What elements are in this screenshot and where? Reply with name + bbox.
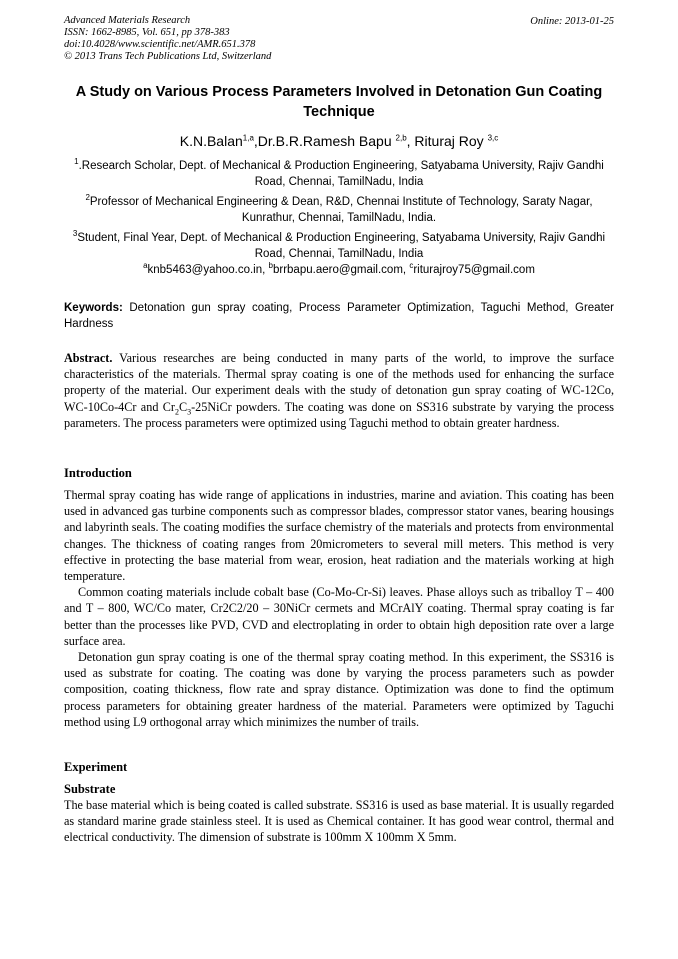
abstract-label: Abstract. [64,351,113,365]
affiliation-3-text: Student, Final Year, Dept. of Mechanical & Production Engineering, Satyabama University, Rajiv Gandhi Road, Chennai, TamilNadu, India [77,232,606,260]
keywords [64,301,614,332]
experiment-heading: Experiment [64,760,128,774]
author-3: , Rituraj Roy [406,133,488,149]
abstract-text-2: C [178,399,188,414]
introduction-paragraph-2: Common coating materials include cobalt base (Co-Mo-Cr-Si) leaves. Phase alloys such as triballoy T – 400 and T – 800, WC/Co mater, Cr2C2/20 – 30NiCr cermets and MCrAlY coating. Thermal spray coating is far better than the processes like PVD, CVD and electroplating in order to obtain high deposition rate over a large surface area. [64,585,614,648]
abstract-text-3: -25NiCr powders. The coating was done on SS316 substrate by varying the process parameters. The process parameters were optimized using Taguchi method to obtain greater hardness. [64,399,614,430]
keywords-text: Detonation gun spray coating, Process Parameter Optimization, Taguchi Method, Greater Hardness [64,302,614,330]
affiliation-1-text: .Research Scholar, Dept. of Mechanical & Production Engineering, Satyabama University, Rajiv Gandhi Road, Chennai, TamilNadu, India [78,160,604,188]
copyright-line: © 2013 Trans Tech Publications Ltd, Switzerland [64,51,272,62]
abstract-text-1: Various researches are being conducted in many parts of the world, to improve the surface characteristics of the materials. Thermal spray coating is one of the methods used for enhancing the surface property of the material. Our experiment deals with the study of detonation gun spray coating of WC-12Co, WC-10Co-4Cr and Cr [64,351,614,414]
author-1: K.N.Balan [179,133,243,149]
abstract-sub-2: 3 [187,407,192,417]
email-c-sup: c [409,261,414,271]
affiliation-2-sup: 2 [85,193,90,203]
email-line [64,261,614,276]
author-2-sup: 2,b [395,133,407,143]
online-date: Online: 2013-01-25 [530,16,614,27]
abstract-sub-1: 2 [174,407,179,417]
email-b-sup: b [268,261,273,271]
author-1-sup: 1,a [242,133,254,143]
affiliation-3 [64,230,614,262]
keywords-label: Keywords: [64,302,123,314]
email-a[interactable]: knb5463@yahoo.co.in, [147,264,269,276]
email-a-sup: a [143,261,148,271]
paper-title: A Study on Various Process Parameters Involved in Detonation Gun Coating Technique [75,84,603,120]
email-c[interactable]: riturajroy75@gmail.com [413,264,535,276]
affiliation-3-sup: 3 [72,229,78,239]
substrate-heading: Substrate [64,782,116,796]
author-3-sup: 3,c [487,133,499,143]
abstract [64,350,614,431]
email-b[interactable]: brrbapu.aero@gmail.com, [272,264,410,276]
introduction-paragraph-3: Detonation gun spray coating is one of the thermal spray coating method. In this experiment, the SS316 is used as substrate for coating. The coating was done by varying the process parameters such as powder composition, coating thickness, flow rate and spray distance. Optimization was done to find the optimum process parameters for obtaining greater hardness of the material. Parameters were optimized by Taguchi method using L9 orthogonal array which minimizes the number of trails. [64,650,614,729]
affiliation-2-text: Professor of Mechanical Engineering & Dean, R&D, Chennai Institute of Technology, Saraty Nagar, Kunrathur, Chennai, TamilNadu, India. [89,196,593,224]
issn-line: ISSN: 1662-8985, Vol. 651, pp 378-383 [64,27,230,38]
introduction-paragraph-1: Thermal spray coating has wide range of applications in industries, marine and aviation. This coating has been used in advanced gas turbine components such as compressor blades, compressor stator vanes, bearing housings and labyrinth seals. The coating modifies the surface chemistry of the materials and protects from environmental changes. The thickness of coating ranges from 20micrometers to several mill meters. This method is very effective in protecting the base material from wear, erosion, heat radiation and the materials working at high temperature. [64,488,614,584]
affiliation-2 [64,194,614,226]
substrate-paragraph: The base material which is being coated is called substrate. SS316 is used as base material. It is usually regarded as standard marine grade stainless steel. It is used as Chemical container. It has good wear control, thermal and electrical conductivity. The dimension of substrate is 100mm X 100mm X 5mm. [64,798,614,845]
affiliation-1 [64,158,614,190]
affiliation-1-sup: 1 [74,157,79,167]
journal-name: Advanced Materials Research [64,15,191,26]
author-line [64,133,614,149]
author-2: ,Dr.B.R.Ramesh Bapu [253,133,396,149]
introduction-heading: Introduction [64,466,132,480]
introduction-body [64,487,614,730]
doi-line: doi:10.4028/www.scientific.net/AMR.651.378 [64,39,256,50]
